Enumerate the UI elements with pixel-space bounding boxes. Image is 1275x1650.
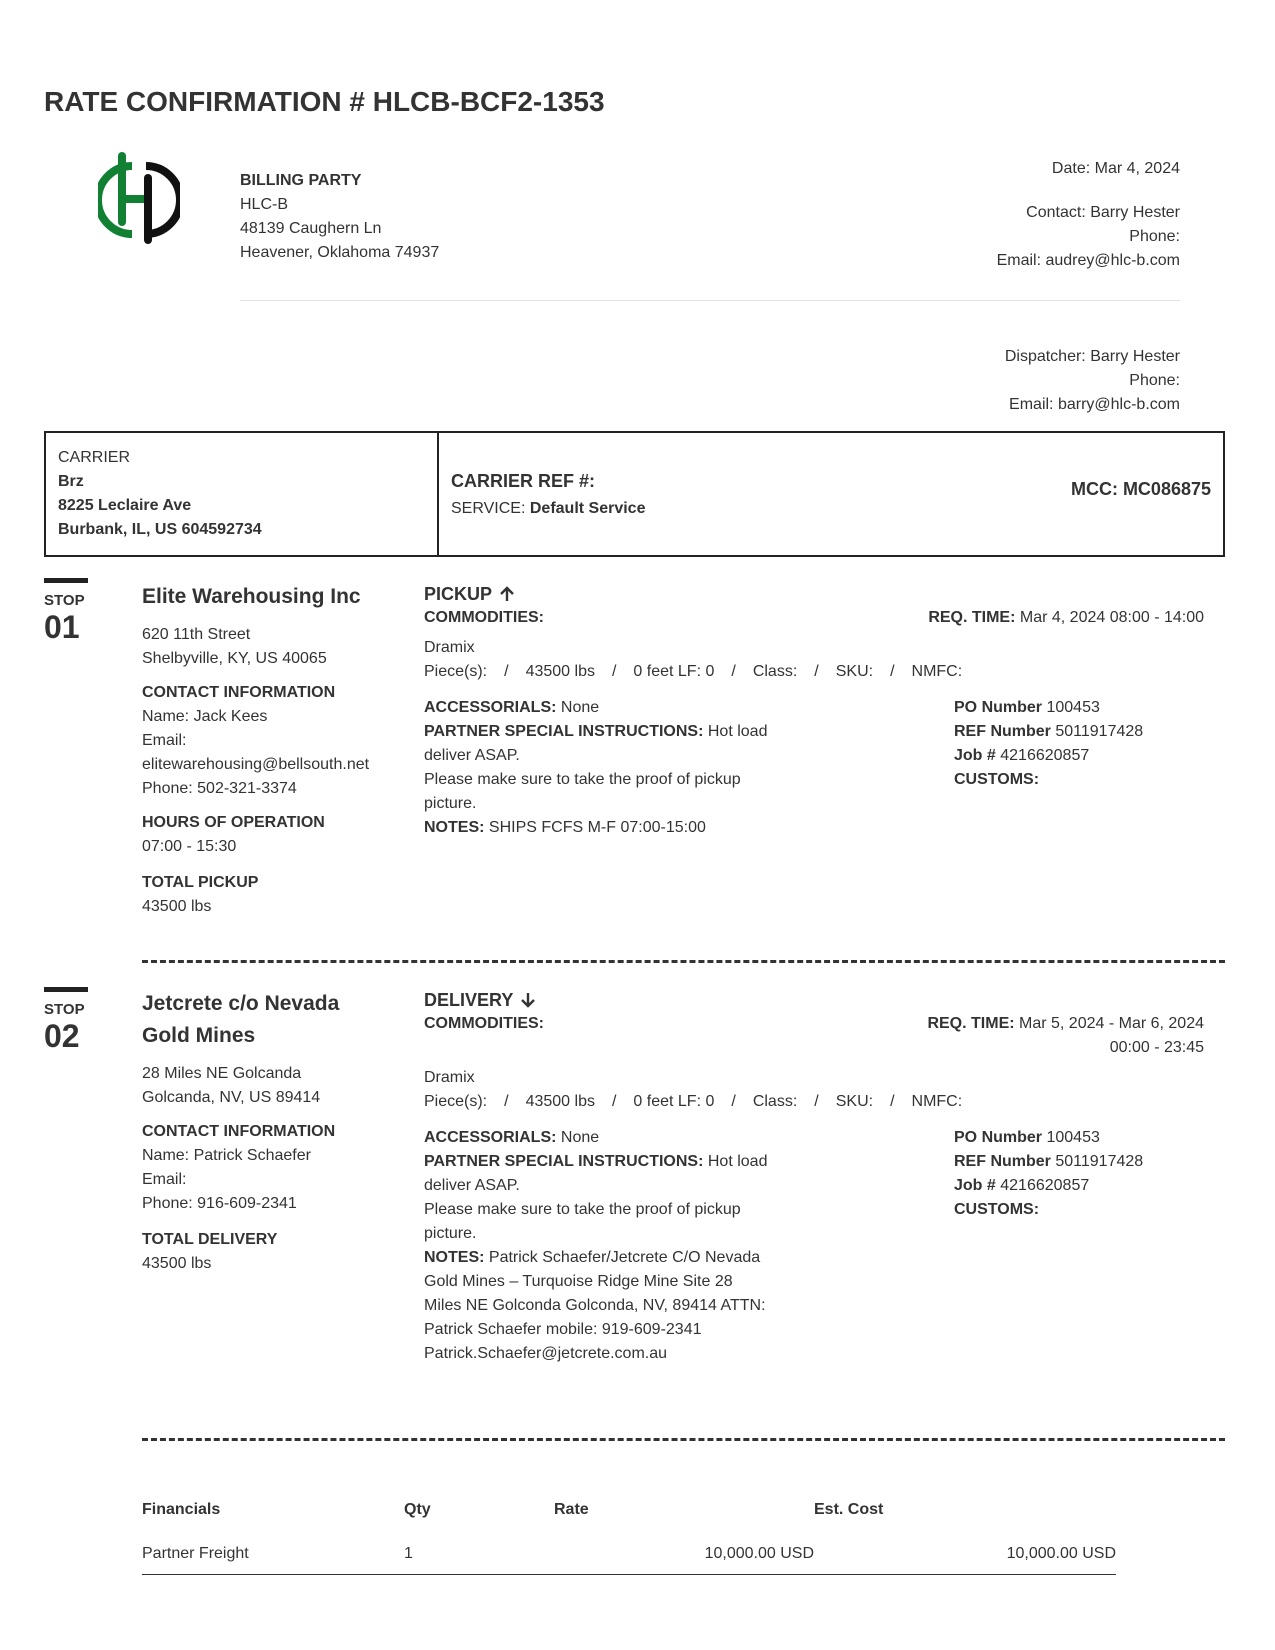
commodity-name: Dramix [424, 639, 475, 656]
carrier-name: Brz [58, 473, 84, 490]
page-title: RATE CONFIRMATION # HLCB-BCF2-1353 [44, 86, 605, 117]
accessorials-label: ACCESSORIALS: [424, 1129, 557, 1146]
sep: / [611, 1093, 617, 1110]
customs-label: CUSTOMS: [954, 1201, 1040, 1218]
table-row [142, 1530, 1116, 1575]
notes-first: SHIPS FCFS M-F 07:00-15:00 [488, 819, 706, 836]
psi-line: picture. [424, 1225, 477, 1242]
job-value: 4216620857 [1000, 1177, 1090, 1194]
divider [240, 300, 1180, 301]
sku: SKU: [835, 1093, 874, 1110]
commodities-label: COMMODITIES: [424, 1015, 544, 1032]
stop-label: STOP [44, 592, 85, 609]
stop-marker-01 [44, 578, 88, 643]
line-rate: 10,000.00 USD [554, 1530, 814, 1575]
financials-table [142, 1490, 1116, 1575]
class: Class: [752, 1093, 798, 1110]
hours-value: 07:00 - 15:30 [142, 838, 237, 855]
sep: / [731, 1093, 736, 1110]
reference-numbers [954, 696, 1143, 840]
reference-numbers [954, 1126, 1143, 1366]
nmfc: NMFC: [911, 1093, 963, 1110]
notes-line: Gold Mines – Turquoise Ridge Mine Site 28 [424, 1273, 733, 1290]
delivery-heading [424, 988, 1204, 1012]
instructions [424, 696, 954, 840]
req-time-value: Mar 5, 2024 - Mar 6, 2024 [1019, 1015, 1204, 1032]
contact-email-label: Email: [142, 1171, 187, 1188]
billing-address2: Heavener, Oklahoma 74937 [240, 244, 440, 261]
service-label: SERVICE: [451, 500, 526, 517]
class: Class: [752, 663, 798, 680]
psi-label: PARTNER SPECIAL INSTRUCTIONS: [424, 1153, 704, 1170]
contact-name: Name: Patrick Schaefer [142, 1147, 311, 1164]
sku: SKU: [835, 663, 874, 680]
stop-divider [142, 960, 1225, 963]
facility-address2: Golcanda, NV, US 89414 [142, 1089, 321, 1106]
billing-label: BILLING PARTY [240, 172, 362, 189]
carrier-info [46, 433, 439, 555]
mcc-number: MCC: MC086875 [1070, 479, 1211, 499]
notes-label: NOTES: [424, 1249, 485, 1266]
po-label: PO Number [954, 1129, 1043, 1146]
billing-name: HLC-B [240, 196, 289, 213]
arrow-up-icon [498, 585, 516, 603]
total-delivery-value: 43500 lbs [142, 1255, 212, 1272]
linear-feet: 0 feet LF: 0 [633, 663, 715, 680]
carrier-label: CARRIER [58, 449, 131, 466]
col-rate: Rate [554, 1501, 589, 1518]
contact-email-label: Email: [142, 732, 187, 749]
notes-line: Miles NE Golconda Golconda, NV, 89414 ATTN: [424, 1297, 766, 1314]
billing-address1: 48139 Caughern Ln [240, 220, 382, 237]
line-cost: 10,000.00 USD [814, 1530, 1116, 1575]
commodity-name: Dramix [424, 1069, 475, 1086]
psi-label: PARTNER SPECIAL INSTRUCTIONS: [424, 723, 704, 740]
linear-feet: 0 feet LF: 0 [633, 1093, 715, 1110]
facility-name-line1: Jetcrete c/o Nevada [142, 992, 340, 1015]
weight: 43500 lbs [525, 663, 595, 680]
po-value: 100453 [1046, 1129, 1100, 1146]
sep: / [504, 1093, 509, 1110]
contact-block [997, 157, 1180, 273]
weight: 43500 lbs [525, 1093, 595, 1110]
col-financials: Financials [142, 1501, 221, 1518]
carrier-box [44, 431, 1225, 557]
carrier-ref-label: CARRIER REF #: [451, 471, 596, 491]
carrier-ref-section [439, 433, 1223, 555]
req-time [927, 1012, 1204, 1060]
req-time [928, 606, 1204, 630]
arrow-down-icon [519, 991, 537, 1009]
ref-label: REF Number [954, 723, 1051, 740]
stop-type: PICKUP [424, 584, 493, 604]
pieces-label: Piece(s): [424, 663, 488, 680]
facility-name: Elite Warehousing Inc [142, 585, 361, 608]
stop-01-facility [142, 581, 402, 919]
col-qty: Qty [404, 1501, 431, 1518]
sep: / [611, 663, 617, 680]
psi-line: Please make sure to take the proof of pickup [424, 1201, 741, 1218]
po-value: 100453 [1046, 699, 1100, 716]
stop-01-details [424, 582, 1204, 840]
contact-phone: Phone: 502-321-3374 [142, 780, 297, 797]
contact-name: Name: Jack Kees [142, 708, 268, 725]
document-date: Date: Mar 4, 2024 [1051, 160, 1180, 177]
sep: / [504, 663, 509, 680]
psi-line: deliver ASAP. [424, 1177, 520, 1194]
contact-email: elitewarehousing@bellsouth.net [142, 756, 370, 773]
line-qty: 1 [404, 1530, 554, 1575]
sep: / [890, 1093, 895, 1110]
total-pickup-value: 43500 lbs [142, 898, 212, 915]
service-value: Default Service [529, 500, 646, 517]
billing-party [240, 169, 439, 265]
job-label: Job # [954, 1177, 996, 1194]
contact-name: Contact: Barry Hester [1026, 204, 1180, 221]
psi-first: Hot load [707, 1153, 768, 1170]
facility-address1: 620 11th Street [142, 626, 251, 643]
contact-email: Email: audrey@hlc-b.com [996, 252, 1180, 269]
customs-label: CUSTOMS: [954, 771, 1040, 788]
accessorials-value: None [560, 1129, 600, 1146]
notes-line: Patrick.Schaefer@jetcrete.com.au [424, 1345, 668, 1362]
stop-number: 02 [44, 1018, 80, 1054]
notes-first: Patrick Schaefer/Jetcrete C/O Nevada [488, 1249, 761, 1266]
po-label: PO Number [954, 699, 1043, 716]
sep: / [890, 663, 895, 680]
accessorials-value: None [560, 699, 600, 716]
dispatcher-phone: Phone: [1129, 372, 1180, 389]
ref-value: 5011917428 [1055, 723, 1144, 740]
contact-phone: Phone: [1129, 228, 1180, 245]
pieces-label: Piece(s): [424, 1093, 488, 1110]
psi-line: picture. [424, 795, 477, 812]
psi-line: Please make sure to take the proof of pickup [424, 771, 741, 788]
job-value: 4216620857 [1000, 747, 1090, 764]
stop-02-details [424, 988, 1204, 1366]
company-logo [98, 152, 180, 248]
commodities-label: COMMODITIES: [424, 609, 544, 626]
nmfc: NMFC: [911, 663, 963, 680]
stop-type: DELIVERY [424, 990, 514, 1010]
psi-line: deliver ASAP. [424, 747, 520, 764]
dispatcher-block [1005, 345, 1180, 417]
service-line [451, 497, 645, 521]
ref-label: REF Number [954, 1153, 1051, 1170]
dispatcher-email: Email: barry@hlc-b.com [1009, 396, 1180, 413]
contact-info-label: CONTACT INFORMATION [142, 684, 336, 701]
pieces-line [424, 660, 1204, 684]
line-item: Partner Freight [142, 1530, 404, 1575]
stop-number: 01 [44, 609, 80, 645]
dispatcher-name: Dispatcher: Barry Hester [1004, 348, 1180, 365]
financials-divider [142, 1438, 1225, 1441]
sep: / [814, 663, 819, 680]
table-header-row [142, 1490, 1116, 1530]
facility-address1: 28 Miles NE Golcanda [142, 1065, 302, 1082]
contact-phone: Phone: 916-609-2341 [142, 1195, 297, 1212]
stop-02-facility [142, 988, 402, 1276]
contact-info-label: CONTACT INFORMATION [142, 1123, 336, 1140]
req-time-label: REQ. TIME: [928, 609, 1016, 626]
facility-address2: Shelbyville, KY, US 40065 [142, 650, 327, 667]
notes-label: NOTES: [424, 819, 485, 836]
hours-label: HOURS OF OPERATION [142, 814, 325, 831]
financials-section [142, 1490, 1116, 1575]
col-est-cost: Est. Cost [814, 1501, 884, 1518]
req-time-value: Mar 4, 2024 08:00 - 14:00 [1019, 609, 1204, 626]
job-label: Job # [954, 747, 996, 764]
pieces-line [424, 1090, 1204, 1114]
instructions [424, 1126, 954, 1366]
stop-label: STOP [44, 1001, 85, 1018]
carrier-address1: 8225 Leclaire Ave [58, 497, 192, 514]
req-time-label: REQ. TIME: [927, 1015, 1015, 1032]
facility-name-line2: Gold Mines [142, 1024, 256, 1047]
pickup-heading [424, 582, 1204, 606]
notes-line: Patrick Schaefer mobile: 919-609-2341 [424, 1321, 702, 1338]
total-pickup-label: TOTAL PICKUP [142, 874, 259, 891]
ref-value: 5011917428 [1055, 1153, 1144, 1170]
carrier-address2: Burbank, IL, US 604592734 [58, 521, 262, 538]
total-delivery-label: TOTAL DELIVERY [142, 1231, 278, 1248]
sep: / [731, 663, 736, 680]
accessorials-label: ACCESSORIALS: [424, 699, 557, 716]
psi-first: Hot load [707, 723, 768, 740]
req-time-value2: 00:00 - 23:45 [1109, 1039, 1204, 1056]
stop-marker-02 [44, 987, 88, 1052]
sep: / [814, 1093, 819, 1110]
